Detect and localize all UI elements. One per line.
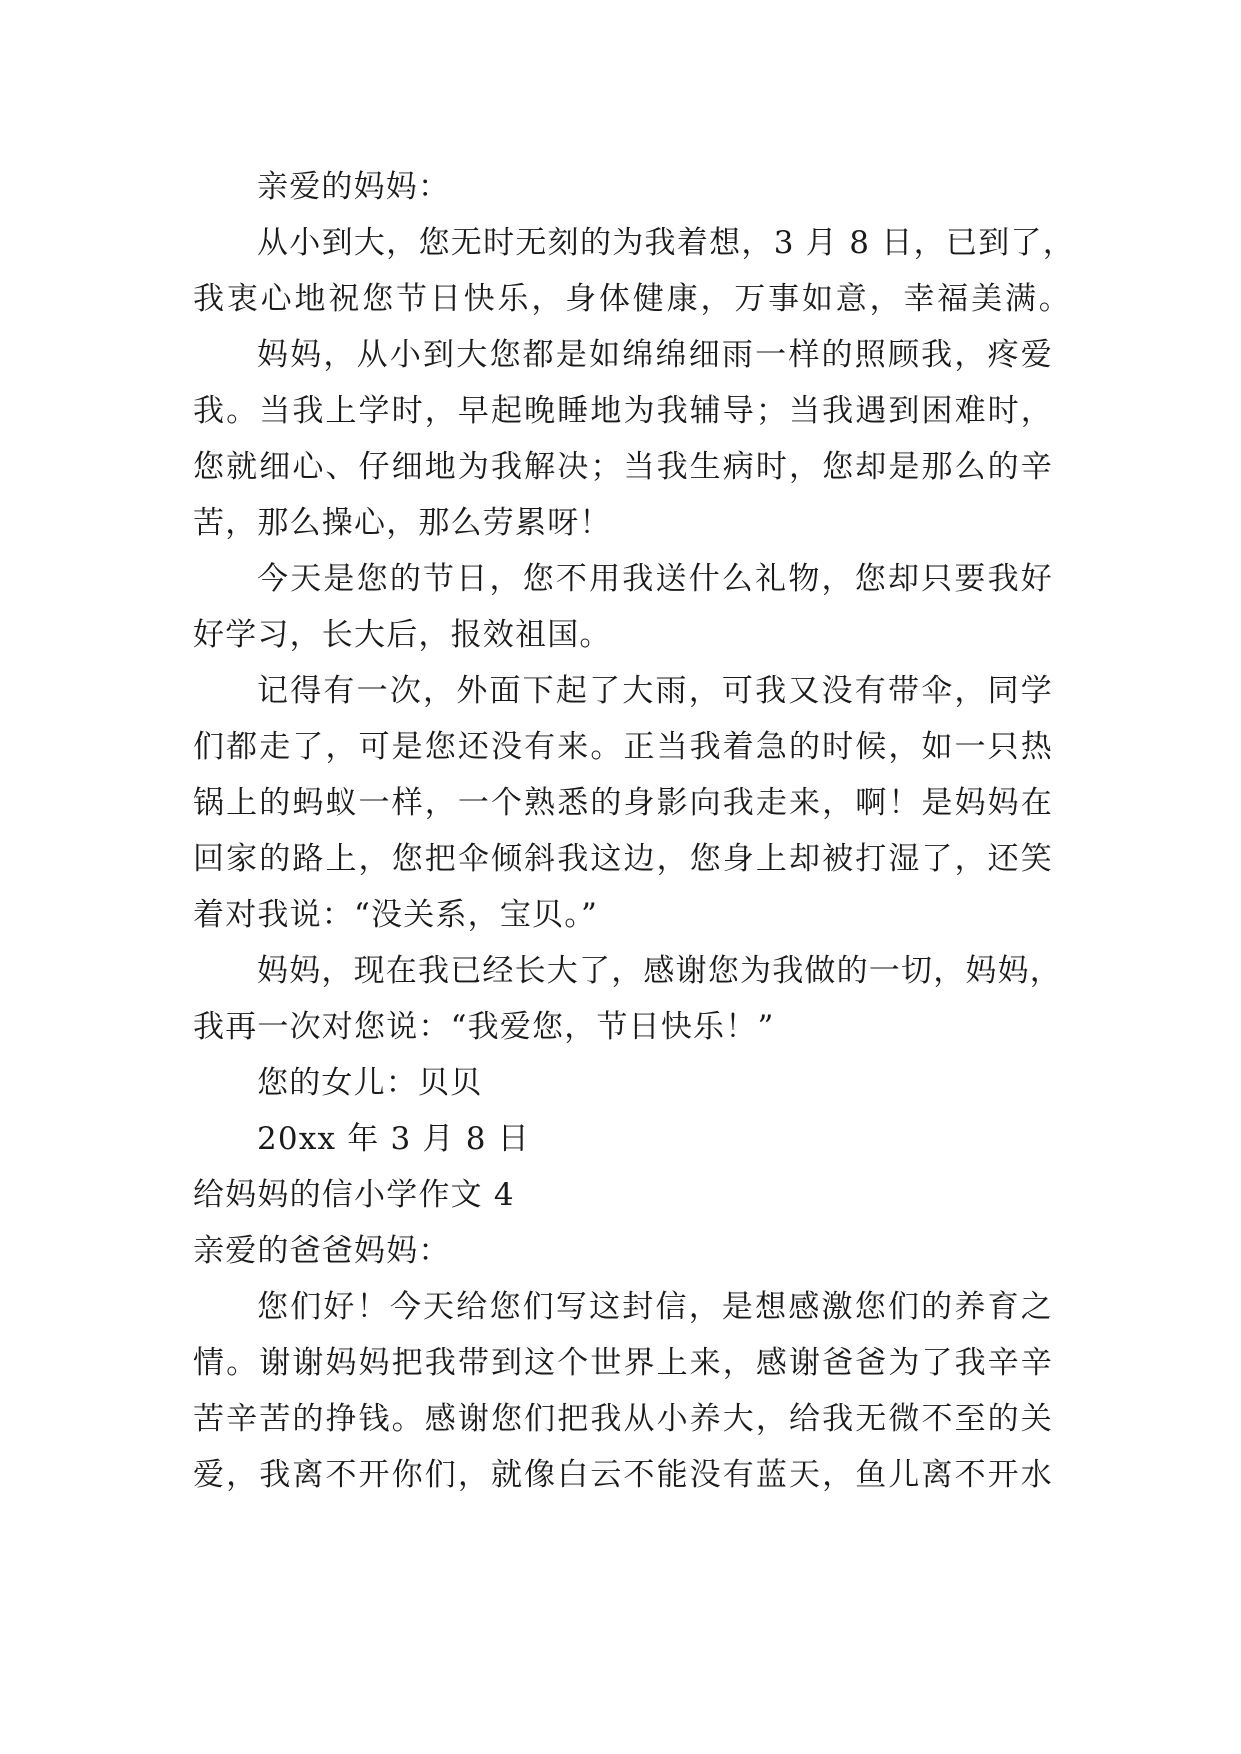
section-title: 给妈妈的信小学作文 4 — [193, 1177, 515, 1213]
paragraph-line: 着对我说：“没关系，宝贝。” — [193, 897, 598, 933]
paragraph-line: 锅上的蚂蚁一样，一个熟悉的身影向我走来，啊！是妈妈在 — [193, 785, 1053, 821]
paragraph-line: 苦，那么操心，那么劳累呀！ — [193, 505, 612, 541]
paragraph-line: 我衷心地祝您节日快乐，身体健康，万事如意，幸福美满。 — [193, 281, 1071, 317]
letter-salutation: 亲爱的妈妈： — [257, 169, 451, 205]
paragraph-line: 妈妈，现在我已经长大了，感谢您为我做的一切，妈妈， — [257, 953, 1062, 989]
paragraph-line: 回家的路上，您把伞倾斜我这边，您身上却被打湿了，还笑 — [193, 841, 1053, 877]
letter-date: 20xx 年 3 月 8 日 — [257, 1121, 530, 1157]
letter-salutation: 亲爱的爸爸妈妈： — [193, 1233, 451, 1269]
paragraph-line: 记得有一次，外面下起了大雨，可我又没有带伞，同学 — [257, 673, 1053, 709]
paragraph-line: 苦辛苦的挣钱。感谢您们把我从小养大，给我无微不至的关 — [193, 1401, 1053, 1437]
paragraph-line: 好学习，长大后，报效祖国。 — [193, 617, 612, 653]
paragraph-line: 从小到大，您无时无刻的为我着想，3 月 8 日，已到了， — [257, 225, 1075, 261]
paragraph-line: 您就细心、仔细地为我解决；当我生病时，您却是那么的辛 — [193, 449, 1053, 485]
paragraph-line: 们都走了，可是您还没有来。正当我着急的时候，如一只热 — [193, 729, 1053, 765]
letter-signature: 您的女儿：贝贝 — [257, 1065, 483, 1101]
paragraph-line: 今天是您的节日，您不用我送什么礼物，您却只要我好 — [257, 561, 1053, 597]
paragraph-line: 妈妈，从小到大您都是如绵绵细雨一样的照顾我，疼爱 — [257, 337, 1053, 373]
paragraph-line: 情。谢谢妈妈把我带到这个世界上来，感谢爸爸为了我辛辛 — [193, 1345, 1053, 1381]
paragraph-line: 我。当我上学时，早起晚睡地为我辅导；当我遇到困难时， — [193, 393, 1053, 429]
paragraph-line: 我再一次对您说：“我爱您，节日快乐！” — [193, 1009, 775, 1045]
paragraph-line: 爱，我离不开你们，就像白云不能没有蓝天，鱼儿离不开水 — [193, 1457, 1053, 1493]
paragraph-line: 您们好！今天给您们写这封信，是想感激您们的养育之 — [257, 1289, 1053, 1325]
